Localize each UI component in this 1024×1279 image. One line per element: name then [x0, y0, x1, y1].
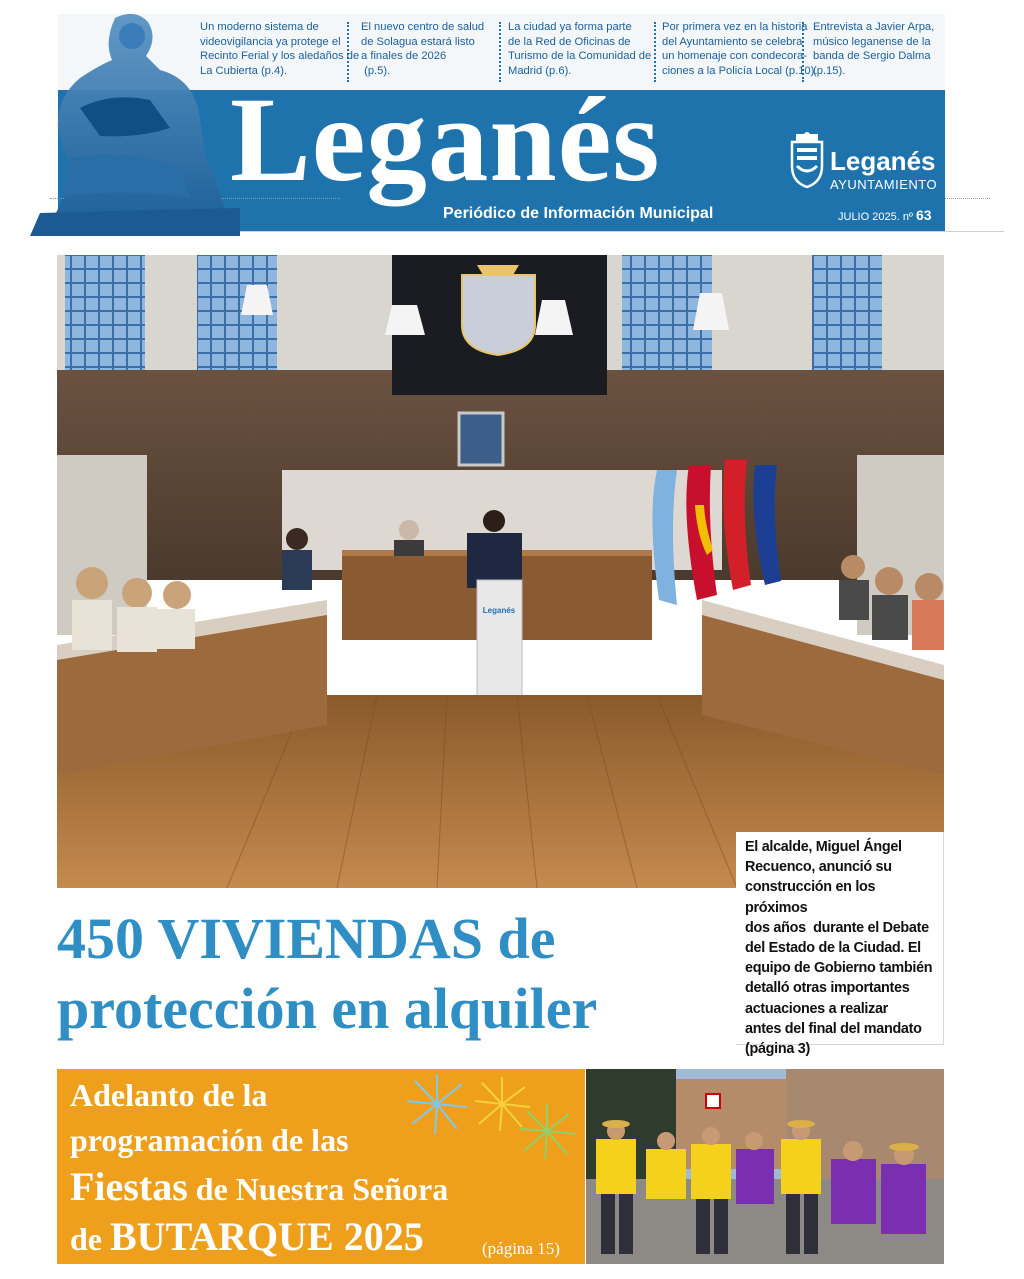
teaser-line: de la Red de Oficinas de — [508, 35, 631, 48]
caption-line: actuaciones a realizar — [745, 1000, 888, 1017]
teaser-line: Recinto Ferial y los aledaños de — [200, 50, 360, 62]
fiestas-line-3 — [70, 1164, 449, 1209]
fiestas-line-3-rest: de Nuestra Señora — [187, 1171, 449, 1207]
main-headline[interactable] — [57, 888, 717, 1048]
fiestas-line-1: Adelanto de la — [70, 1077, 268, 1113]
teaser-turismo[interactable] — [508, 20, 651, 78]
ayuntamiento-logo[interactable] — [788, 130, 945, 190]
teaser-policia-local[interactable] — [662, 20, 817, 78]
caption-line: dos años durante el Debate — [745, 919, 929, 936]
teaser-line: Un moderno sistema de — [200, 21, 319, 33]
teaser-line: un homenaje con condecora- — [662, 50, 807, 62]
fiestas-line-2: programación de las — [70, 1122, 349, 1158]
butarque-word: BUTARQUE 2025 — [110, 1214, 424, 1259]
masthead-title: Leganés — [230, 90, 661, 207]
issue-date — [838, 207, 932, 223]
teaser-entrevista[interactable] — [813, 20, 934, 78]
teaser-line: (p.15). — [813, 64, 846, 77]
teaser-line: Por primera vez en la historia — [662, 21, 808, 33]
teaser-line: ciones a la Policía Local (p.10). — [662, 64, 818, 77]
photo-caption — [736, 832, 944, 1058]
teaser-divider — [654, 22, 656, 82]
headline-line-1: 450 VIVIENDAS de — [57, 906, 556, 971]
fiestas-line-4-prefix: de — [70, 1221, 110, 1257]
teaser-divider — [347, 22, 349, 82]
fiestas-page-ref: (página 15) — [482, 1239, 560, 1258]
logo-subtitle: AYUNTAMIENTO — [830, 177, 938, 192]
teaser-line: (p.5). — [361, 64, 391, 77]
council-chamber-illustration — [57, 255, 944, 888]
fiestas-photo[interactable] — [586, 1069, 944, 1264]
teaser-divider — [499, 22, 501, 82]
main-photo-pleno[interactable] — [57, 255, 944, 888]
coat-of-arms-icon — [788, 132, 826, 188]
teaser-line: a finales de 2026 — [361, 50, 447, 62]
teaser-line: músico leganense de la — [813, 35, 931, 48]
caption-line: equipo de Gobierno también — [745, 960, 933, 977]
podium-logo-text: Leganés — [482, 606, 516, 615]
teaser-line: de Solagua estará listo — [361, 35, 475, 48]
caption-text — [745, 837, 940, 1059]
teaser-line: banda de Sergio Dalma — [813, 50, 931, 62]
headline-line-2: protección en alquiler — [57, 976, 598, 1041]
teaser-line: videovigilancia ya protege el — [200, 35, 341, 48]
teaser-line: del Ayuntamiento se celebra — [662, 35, 803, 48]
teaser-line: La Cubierta (p.4). — [200, 64, 288, 77]
fireworks-icon — [397, 1069, 585, 1179]
teaser-divider — [802, 22, 804, 82]
fiestas-promo[interactable] — [57, 1069, 585, 1264]
caption-line: Recuenco, anunció su — [745, 859, 892, 876]
caption-line: construcción en los próximos — [745, 879, 876, 916]
caption-line: del Estado de la Ciudad. El — [745, 940, 921, 957]
fiestas-word: Fiestas — [70, 1164, 188, 1209]
logo-name: Leganés — [830, 146, 936, 176]
statue-illustration — [20, 8, 240, 238]
masthead-subtitle: Periódico de Información Municipal — [443, 205, 714, 222]
issue-number: 63 — [916, 207, 932, 223]
teaser-line: El nuevo centro de salud — [361, 21, 485, 33]
caption-line: (página 3) — [745, 1041, 810, 1058]
caption-line: detalló otras importantes — [745, 980, 910, 997]
teaser-centro-salud[interactable] — [361, 20, 484, 78]
caption-line: antes del final del mandato — [745, 1020, 922, 1037]
issue-date-text: JULIO 2025. nº — [838, 211, 913, 223]
fiestas-line-4 — [70, 1214, 424, 1259]
teaser-line: Turismo de la Comunidad de — [508, 50, 652, 62]
teaser-line: La ciudad ya forma parte — [508, 21, 632, 33]
teaser-line: Madrid (p.6). — [508, 64, 572, 77]
teaser-line: Entrevista a Javier Arpa, — [813, 21, 935, 33]
divider-line — [945, 198, 990, 199]
peñas-crowd-illustration — [586, 1069, 944, 1264]
caption-line: El alcalde, Miguel Ángel — [745, 839, 902, 855]
